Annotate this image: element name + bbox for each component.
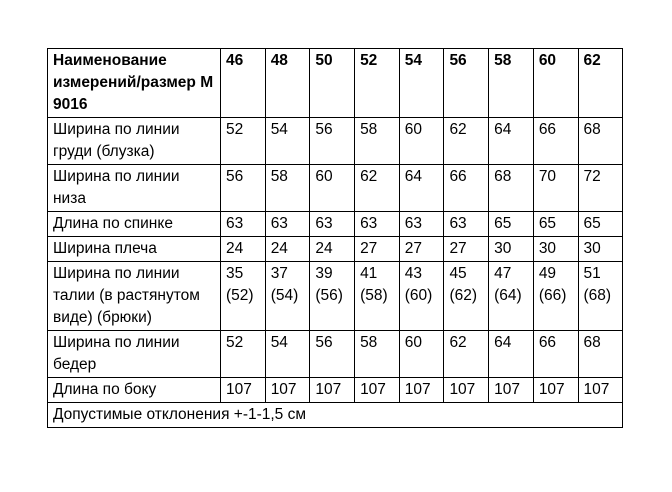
value-cell: 39 (56)	[310, 262, 355, 331]
size-header-cell: 56	[444, 49, 489, 118]
header-label-cell: Наименование измерений/размер М 9016	[48, 49, 221, 118]
size-chart-table	[47, 48, 623, 428]
value-cell: 49 (66)	[533, 262, 578, 331]
value-cell: 58	[355, 331, 400, 378]
value-cell: 56	[310, 331, 355, 378]
value-cell: 60	[399, 118, 444, 165]
value-cell: 41 (58)	[355, 262, 400, 331]
value-cell: 54	[265, 118, 310, 165]
value-cell: 107	[533, 378, 578, 403]
row-label-cell: Ширина по линии талии (в растянутом виде) (брюки)	[48, 262, 221, 331]
value-cell: 56	[221, 165, 266, 212]
value-cell: 27	[399, 237, 444, 262]
value-cell: 52	[221, 331, 266, 378]
value-cell: 60	[399, 331, 444, 378]
value-cell: 107	[489, 378, 534, 403]
value-cell: 62	[444, 118, 489, 165]
value-cell: 107	[444, 378, 489, 403]
size-header-cell: 52	[355, 49, 400, 118]
value-cell: 63	[310, 212, 355, 237]
value-cell: 58	[265, 165, 310, 212]
size-header-cell: 54	[399, 49, 444, 118]
header-row	[48, 49, 623, 118]
table-row-chest-width	[48, 118, 623, 165]
value-cell: 63	[399, 212, 444, 237]
value-cell: 62	[444, 331, 489, 378]
row-label-cell: Ширина плеча	[48, 237, 221, 262]
table-row-shoulder-width	[48, 237, 623, 262]
value-cell: 107	[355, 378, 400, 403]
value-cell: 107	[310, 378, 355, 403]
value-cell: 54	[265, 331, 310, 378]
table-row-hem-width	[48, 165, 623, 212]
table-row-waist-width	[48, 262, 623, 331]
value-cell: 56	[310, 118, 355, 165]
value-cell: 63	[221, 212, 266, 237]
value-cell: 27	[444, 237, 489, 262]
value-cell: 107	[221, 378, 266, 403]
size-header-cell: 60	[533, 49, 578, 118]
row-label-cell: Ширина по линии низа	[48, 165, 221, 212]
value-cell: 66	[533, 118, 578, 165]
value-cell: 64	[399, 165, 444, 212]
value-cell: 66	[444, 165, 489, 212]
value-cell: 107	[265, 378, 310, 403]
value-cell: 24	[221, 237, 266, 262]
value-cell: 68	[489, 165, 534, 212]
value-cell: 47 (64)	[489, 262, 534, 331]
value-cell: 63	[265, 212, 310, 237]
value-cell: 65	[489, 212, 534, 237]
row-label-cell: Длина по боку	[48, 378, 221, 403]
value-cell: 30	[578, 237, 623, 262]
tolerance-note: Допустимые отклонения +-1-1,5 см	[48, 403, 623, 428]
value-cell: 60	[310, 165, 355, 212]
value-cell: 68	[578, 118, 623, 165]
value-cell: 63	[355, 212, 400, 237]
table-footer-row	[48, 403, 623, 428]
table-row-back-length	[48, 212, 623, 237]
size-header-cell: 48	[265, 49, 310, 118]
value-cell: 65	[533, 212, 578, 237]
size-header-cell: 46	[221, 49, 266, 118]
value-cell: 64	[489, 331, 534, 378]
value-cell: 43 (60)	[399, 262, 444, 331]
size-header-cell: 50	[310, 49, 355, 118]
value-cell: 58	[355, 118, 400, 165]
value-cell: 51 (68)	[578, 262, 623, 331]
value-cell: 65	[578, 212, 623, 237]
value-cell: 37 (54)	[265, 262, 310, 331]
size-header-cell: 58	[489, 49, 534, 118]
row-label-cell: Ширина по линии бедер	[48, 331, 221, 378]
value-cell: 107	[399, 378, 444, 403]
value-cell: 64	[489, 118, 534, 165]
value-cell: 107	[578, 378, 623, 403]
value-cell: 24	[310, 237, 355, 262]
value-cell: 72	[578, 165, 623, 212]
value-cell: 30	[489, 237, 534, 262]
table-row-side-length	[48, 378, 623, 403]
value-cell: 52	[221, 118, 266, 165]
value-cell: 30	[533, 237, 578, 262]
value-cell: 35 (52)	[221, 262, 266, 331]
value-cell: 62	[355, 165, 400, 212]
size-header-cell: 62	[578, 49, 623, 118]
row-label-cell: Ширина по линии груди (блузка)	[48, 118, 221, 165]
value-cell: 27	[355, 237, 400, 262]
value-cell: 68	[578, 331, 623, 378]
value-cell: 66	[533, 331, 578, 378]
value-cell: 45 (62)	[444, 262, 489, 331]
value-cell: 24	[265, 237, 310, 262]
value-cell: 63	[444, 212, 489, 237]
table-row-hip-width	[48, 331, 623, 378]
row-label-cell: Длина по спинке	[48, 212, 221, 237]
value-cell: 70	[533, 165, 578, 212]
